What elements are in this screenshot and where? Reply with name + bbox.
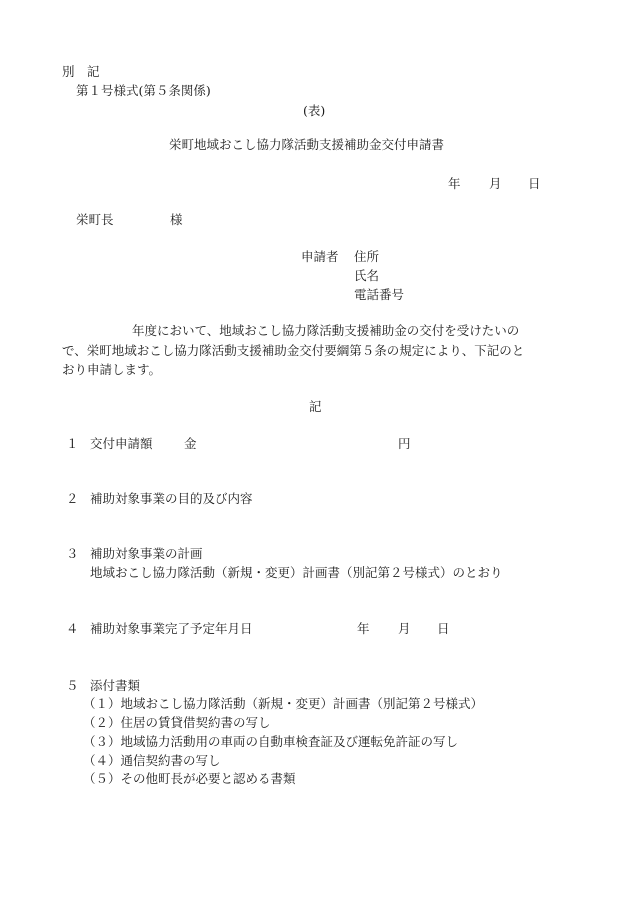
addressee-name: 栄町長: [76, 212, 114, 227]
item4-day: 日: [437, 621, 450, 636]
appendix-label: 別 記: [62, 64, 100, 79]
applicant-phone: 電話番号: [354, 287, 405, 302]
document-title: 栄町地域おこし協力隊活動支援補助金交付申請書: [169, 137, 445, 152]
body-line-1: 年度において、地域おこし協力隊活動支援補助金の交付を受けたいの: [132, 323, 520, 338]
item5-number: ５: [66, 678, 79, 693]
item1-kin: 金: [184, 436, 197, 451]
item4-month: 月: [398, 621, 411, 636]
item3-number: ３: [66, 546, 79, 561]
date-day: 日: [528, 176, 541, 191]
form-number: 第１号様式(第５条関係): [76, 83, 211, 98]
date-year: 年: [448, 176, 461, 191]
side-label: (表): [303, 103, 326, 118]
item3-detail: 地域おこし協力隊活動（新規・変更）計画書（別記第２号様式）のとおり: [90, 565, 503, 580]
item2-label: 補助対象事業の目的及び内容: [90, 491, 253, 506]
date-month: 月: [489, 176, 502, 191]
item4-number: ４: [66, 621, 79, 636]
item3-label: 補助対象事業の計画: [90, 546, 203, 561]
ki-heading: 記: [309, 399, 322, 414]
attachment-item-4: （４）通信契約書の写し: [83, 753, 221, 768]
body-line-3: おり申請します。: [62, 362, 162, 377]
attachment-item-5: （５）その他町長が必要と認める書類: [83, 771, 296, 786]
item1-yen: 円: [398, 436, 411, 451]
item4-year: 年: [357, 621, 370, 636]
item1-label: 交付申請額: [90, 436, 153, 451]
applicant-name: 氏名: [354, 268, 380, 283]
body-line-2: で、栄町地域おこし協力隊活動支援補助金交付要綱第５条の規定により、下記のと: [62, 343, 525, 358]
item5-label: 添付書類: [90, 678, 141, 693]
attachment-item-1: （１）地域おこし協力隊活動（新規・変更）計画書（別記第２号様式）: [83, 696, 484, 711]
attachment-item-2: （２）住居の賃貸借契約書の写し: [83, 715, 271, 730]
addressee-honorific: 様: [170, 212, 183, 227]
item4-label: 補助対象事業完了予定年月日: [90, 621, 253, 636]
applicant-address: 住所: [354, 249, 380, 264]
applicant-label: 申請者: [301, 249, 339, 264]
attachment-item-3: （３）地域協力活動用の車両の自動車検査証及び運転免許証の写し: [83, 734, 459, 749]
item2-number: ２: [66, 491, 79, 506]
item1-number: １: [66, 436, 79, 451]
